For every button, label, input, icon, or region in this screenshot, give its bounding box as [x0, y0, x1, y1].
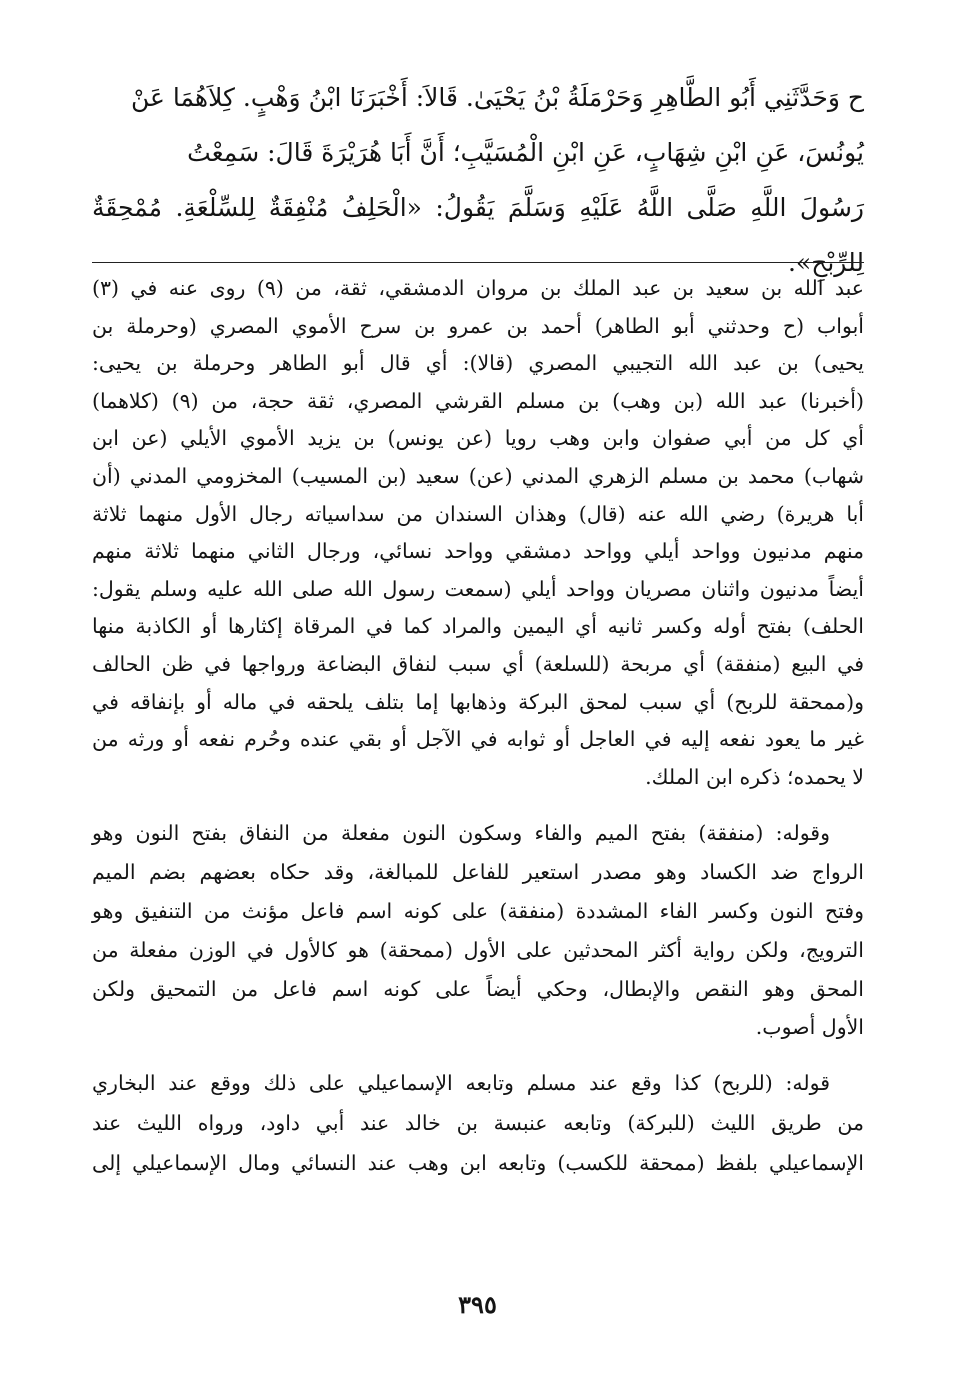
commentary-line: أبواب (ح وحدثني أبو الطاهر) أحمد بن عمرو بن سرح الأموي المصري (وحرملة بن [92, 313, 864, 338]
commentary-line: الرواج ضد الكساد وهو مصدر استعير للفاعل للمبالغة، وقد حكاه بعضهم بضم الميم [92, 860, 864, 885]
page-number: ٣٩٥ [458, 1290, 497, 1319]
commentary-line: الحلف) بفتح أوله وكسر ثانيه أي اليمين والمراد كما في المرقاة إكثارها أو الكاذبة منها [92, 614, 864, 639]
commentary-line: أي كل من أبي صفوان وابن وهب رويا (عن يونس) بن يزيد الأموي الأيلي (عن ابن [92, 426, 864, 451]
commentary-line: وقوله: (منفقة) بفتح الميم والفاء وسكون النون مفعلة من النفاق بفتح النون وهو [92, 821, 830, 846]
commentary-line: يحيى) بن عبد الله التجيبي المصري (قالا): أي قال أبو الطاهر وحرملة بن يحيى: [92, 351, 864, 376]
hadith-line: رَسُولَ اللَّهِ صَلَّى اللَّهُ عَلَيْهِ وَسَلَّمَ يَقُولُ: «الْحَلِفُ مُنْفِقَةٌ لِلسِّلْعَةِ. مُمْحِقَةٌ لِلرِّبْحِ». [92, 193, 864, 277]
commentary-line: أبا هريرة) رضي الله عنه (قال) وهذان السندان من سداسياته رجال الأول منهما ثلاثة [92, 501, 864, 526]
hadith-text [92, 70, 864, 290]
hadith-line: يُونُسَ، عَنِ ابْنِ شِهَابٍ، عَنِ ابْنِ الْمُسَيَّبِ؛ أَنَّ أَبَا هُرَيْرَةَ قَالَ: سَمِعْتُ [187, 138, 864, 167]
commentary-line: شهاب) محمد بن مسلم الزهري المدني (عن) سعيد (بن المسيب) المخزومي المدني (أن [92, 463, 864, 488]
commentary-text [92, 270, 864, 1183]
commentary-paragraph [92, 270, 864, 796]
separator-rule [92, 262, 864, 263]
commentary-line: غير ما يعود نفعه إليه في العاجل أو ثوابه في الآجل أو بقي عنده وحُرم نفعه أو ورثه من [92, 727, 864, 752]
commentary-line: من طريق الليث (للبركة) وتابعه عنبسة بن خالد عند أبي داود، ورواه الليث عند [92, 1111, 864, 1136]
commentary-line: (أخبرنا) عبد الله (بن وهب) بن مسلم القرشي المصري، ثقة حجة، من (٩) (كلاهما) [92, 388, 864, 413]
commentary-line: منهم مدنيون وواحد أيلي وواحد دمشقي وواحد نسائي، ورجال الثاني منهما ثلاثة منهم [92, 539, 864, 564]
commentary-line: و(ممحقة للربح) أي سبب لمحق البركة وذهابها إما بتلف يلحقه في ماله أو بإنفاقه في [92, 689, 864, 714]
commentary-paragraph [92, 814, 864, 1047]
commentary-paragraph [92, 1063, 864, 1183]
commentary-line: المحق وهو النقص والإبطال، وحكي أيضاً على كونه اسم فاعل من التمحيق ولكن [92, 976, 864, 1001]
commentary-line: قوله: (للربح) كذا وقع عند مسلم وتابعه الإسماعيلي على ذلك ووقع عند البخاري [92, 1071, 830, 1096]
commentary-line: الأول أصوب. [755, 1015, 864, 1040]
hadith-line: ح وَحَدَّثَنِي أَبُو الطَّاهِرِ وَحَرْمَلَةُ بْنُ يَحْيَىٰ. قَالاَ: أَخْبَرَنَا ابْنُ وَهْبٍ. كِلاَهُمَا عَنْ [130, 83, 864, 112]
commentary-line: أيضاً مدنيون واثنان مصريان وواحد أيلي (سمعت رسول الله صلى الله عليه وسلم يقول: [92, 576, 864, 601]
commentary-line: عبد الله بن سعيد بن عبد الملك بن مروان الدمشقي، ثقة، من (٩) روى عنه في (٣) [92, 276, 864, 300]
commentary-line: الإسماعيلي بلفظ (ممحقة للكسب) وتابعه ابن وهب عند النسائي ومال الإسماعيلي إلى [92, 1151, 864, 1176]
commentary-line: وفتح النون وكسر الفاء المشددة (منفقة) على كونه اسم فاعل مؤنث من التنفيق وهو [92, 898, 864, 923]
commentary-line: في البيع (منفقة) أي مربحة (للسلعة) أي سبب لنفاق البضاعة ورواجها في ظن الحالف [92, 651, 864, 676]
commentary-line: الترويج، ولكن رواية أكثر المحدثين على الأول (ممحقة) هو كالأول في الوزن مفعلة من [92, 937, 864, 962]
commentary-line: لا يحمده؛ ذكره ابن الملك. [645, 764, 864, 789]
